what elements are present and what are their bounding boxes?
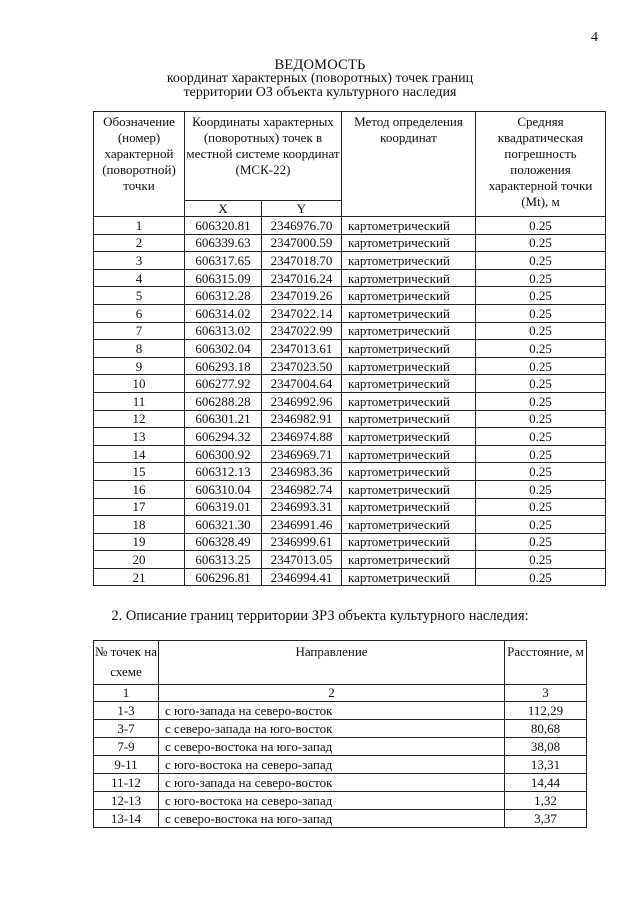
title-line-3: территории ОЗ объекта культурного наследия [183, 85, 457, 100]
point-number: 10 [94, 375, 185, 393]
method: картометрический [342, 551, 476, 569]
coord-x: 606313.02 [185, 322, 262, 340]
coord-y: 2346974.88 [262, 428, 342, 446]
points: 1-3 [94, 702, 159, 720]
column-index: 3 [505, 685, 587, 702]
table-row [94, 463, 606, 481]
point-number: 9 [94, 357, 185, 375]
error: 0.25 [476, 568, 606, 586]
point-number: 21 [94, 568, 185, 586]
table-row [94, 322, 606, 340]
header-method: Метод определения координат [342, 112, 476, 217]
table-row [94, 810, 587, 828]
table-row [94, 774, 587, 792]
coord-x: 606319.01 [185, 498, 262, 516]
distance: 1,32 [505, 792, 587, 810]
direction: с юго-востока на северо-запад [159, 792, 505, 810]
direction: с юго-запада на северо-восток [159, 774, 505, 792]
title-heading: ВЕДОМОСТЬ [274, 57, 366, 73]
point-number: 5 [94, 287, 185, 305]
table-row [94, 516, 606, 534]
table-row [94, 340, 606, 358]
table-row [94, 428, 606, 446]
error: 0.25 [476, 287, 606, 305]
coord-y: 2347013.61 [262, 340, 342, 358]
table-row [94, 738, 587, 756]
point-number: 2 [94, 234, 185, 252]
method: картометрический [342, 252, 476, 270]
table-row [94, 568, 606, 586]
error: 0.25 [476, 375, 606, 393]
coord-y: 2347023.50 [262, 357, 342, 375]
point-number: 17 [94, 498, 185, 516]
table-row [94, 217, 606, 235]
error: 0.25 [476, 498, 606, 516]
error: 0.25 [476, 516, 606, 534]
method: картометрический [342, 340, 476, 358]
column-index: 2 [159, 685, 505, 702]
direction: с северо-востока на юго-запад [159, 810, 505, 828]
error: 0.25 [476, 340, 606, 358]
point-number: 1 [94, 217, 185, 235]
boundary-description-table [93, 640, 587, 828]
distance: 112,29 [505, 702, 587, 720]
method: картометрический [342, 269, 476, 287]
header-point-designation: Обозначение (номер) характерной (поворотной) точки [94, 112, 185, 217]
direction: с северо-востока на юго-запад [159, 738, 505, 756]
coord-y: 2346993.31 [262, 498, 342, 516]
coord-y: 2346992.96 [262, 392, 342, 410]
error: 0.25 [476, 463, 606, 481]
table-row [94, 533, 606, 551]
method: картометрический [342, 428, 476, 446]
direction: с юго-востока на северо-запад [159, 756, 505, 774]
table-row [94, 252, 606, 270]
header-x: X [185, 201, 262, 217]
coord-x: 606277.92 [185, 375, 262, 393]
coord-y: 2347013.05 [262, 551, 342, 569]
coord-y: 2347022.14 [262, 304, 342, 322]
method: картометрический [342, 217, 476, 235]
coord-y: 2347022.99 [262, 322, 342, 340]
point-number: 20 [94, 551, 185, 569]
points: 7-9 [94, 738, 159, 756]
coord-y: 2347004.64 [262, 375, 342, 393]
coord-y: 2346969.71 [262, 445, 342, 463]
title-line-2: координат характерных (поворотных) точек границ [166, 71, 474, 86]
header-points-on-scheme: № точек на схеме [94, 641, 159, 685]
method: картометрический [342, 287, 476, 305]
coord-x: 606294.32 [185, 428, 262, 446]
point-number: 18 [94, 516, 185, 534]
error: 0.25 [476, 252, 606, 270]
method: картометрический [342, 516, 476, 534]
point-number: 14 [94, 445, 185, 463]
coord-y: 2347016.24 [262, 269, 342, 287]
header-mean-square-error: Средняя квадратическая погрешность положения характерной точки (Mt), м [476, 112, 606, 217]
header-coordinates: Координаты характерных (поворотных) точек в местной системе координат (МСК-22) [185, 112, 342, 201]
coord-y: 2347019.26 [262, 287, 342, 305]
coord-x: 606321.30 [185, 516, 262, 534]
coord-y: 2346991.46 [262, 516, 342, 534]
point-number: 3 [94, 252, 185, 270]
method: картометрический [342, 498, 476, 516]
point-number: 16 [94, 480, 185, 498]
distance: 14,44 [505, 774, 587, 792]
error: 0.25 [476, 357, 606, 375]
coord-x: 606317.65 [185, 252, 262, 270]
point-number: 4 [94, 269, 185, 287]
error: 0.25 [476, 445, 606, 463]
coord-x: 606301.21 [185, 410, 262, 428]
coord-y: 2347018.70 [262, 252, 342, 270]
point-number: 12 [94, 410, 185, 428]
method: картометрический [342, 357, 476, 375]
distance: 38,08 [505, 738, 587, 756]
coord-x: 606339.63 [185, 234, 262, 252]
method: картометрический [342, 463, 476, 481]
method: картометрический [342, 533, 476, 551]
coord-x: 606302.04 [185, 340, 262, 358]
point-number: 11 [94, 392, 185, 410]
coord-y: 2346983.36 [262, 463, 342, 481]
points: 13-14 [94, 810, 159, 828]
method: картометрический [342, 410, 476, 428]
coord-y: 2346982.74 [262, 480, 342, 498]
coord-y: 2346976.70 [262, 217, 342, 235]
table-row [94, 375, 606, 393]
point-number: 6 [94, 304, 185, 322]
error: 0.25 [476, 234, 606, 252]
table-row [94, 720, 587, 738]
coord-y: 2347000.59 [262, 234, 342, 252]
point-number: 19 [94, 533, 185, 551]
coord-x: 606313.25 [185, 551, 262, 569]
point-number: 15 [94, 463, 185, 481]
direction: с северо-запада на юго-восток [159, 720, 505, 738]
table-row [94, 410, 606, 428]
coord-y: 2346999.61 [262, 533, 342, 551]
table-row [94, 234, 606, 252]
table-row [94, 392, 606, 410]
coord-y: 2346982.91 [262, 410, 342, 428]
header-distance: Расстояние, м [505, 641, 587, 685]
points: 11-12 [94, 774, 159, 792]
distance: 13,31 [505, 756, 587, 774]
coord-x: 606293.18 [185, 357, 262, 375]
error: 0.25 [476, 269, 606, 287]
coord-x: 606296.81 [185, 568, 262, 586]
page-number: 4 [591, 30, 598, 45]
error: 0.25 [476, 304, 606, 322]
method: картометрический [342, 445, 476, 463]
table-row [94, 756, 587, 774]
point-number: 8 [94, 340, 185, 358]
distance: 3,37 [505, 810, 587, 828]
header-direction: Направление [159, 641, 505, 685]
coord-x: 606312.28 [185, 287, 262, 305]
method: картометрический [342, 480, 476, 498]
section-2-title: 2. Описание границ территории ЗРЗ объекта культурного наследия: [111, 608, 529, 624]
points: 3-7 [94, 720, 159, 738]
method: картометрический [342, 234, 476, 252]
error: 0.25 [476, 428, 606, 446]
point-number: 7 [94, 322, 185, 340]
table-row [94, 304, 606, 322]
method: картометрический [342, 392, 476, 410]
error: 0.25 [476, 410, 606, 428]
coord-x: 606320.81 [185, 217, 262, 235]
coordinates-table [93, 111, 606, 586]
error: 0.25 [476, 533, 606, 551]
error: 0.25 [476, 392, 606, 410]
table-row [94, 792, 587, 810]
method: картометрический [342, 568, 476, 586]
points: 12-13 [94, 792, 159, 810]
coord-x: 606310.04 [185, 480, 262, 498]
coord-x: 606300.92 [185, 445, 262, 463]
distance: 80,68 [505, 720, 587, 738]
table-row [94, 480, 606, 498]
coord-x: 606315.09 [185, 269, 262, 287]
point-number: 13 [94, 428, 185, 446]
coord-y: 2346994.41 [262, 568, 342, 586]
document-title [0, 58, 640, 100]
table-row [94, 287, 606, 305]
column-index: 1 [94, 685, 159, 702]
error: 0.25 [476, 322, 606, 340]
table-row [94, 551, 606, 569]
method: картометрический [342, 322, 476, 340]
error: 0.25 [476, 480, 606, 498]
points: 9-11 [94, 756, 159, 774]
table-row [94, 357, 606, 375]
table-row [94, 498, 606, 516]
coord-x: 606312.13 [185, 463, 262, 481]
error: 0.25 [476, 551, 606, 569]
coord-x: 606314.02 [185, 304, 262, 322]
coord-x: 606328.49 [185, 533, 262, 551]
table-row [94, 445, 606, 463]
error: 0.25 [476, 217, 606, 235]
coord-x: 606288.28 [185, 392, 262, 410]
table-row [94, 269, 606, 287]
method: картометрический [342, 304, 476, 322]
header-y: Y [262, 201, 342, 217]
direction: с юго-запада на северо-восток [159, 702, 505, 720]
table-row [94, 702, 587, 720]
method: картометрический [342, 375, 476, 393]
